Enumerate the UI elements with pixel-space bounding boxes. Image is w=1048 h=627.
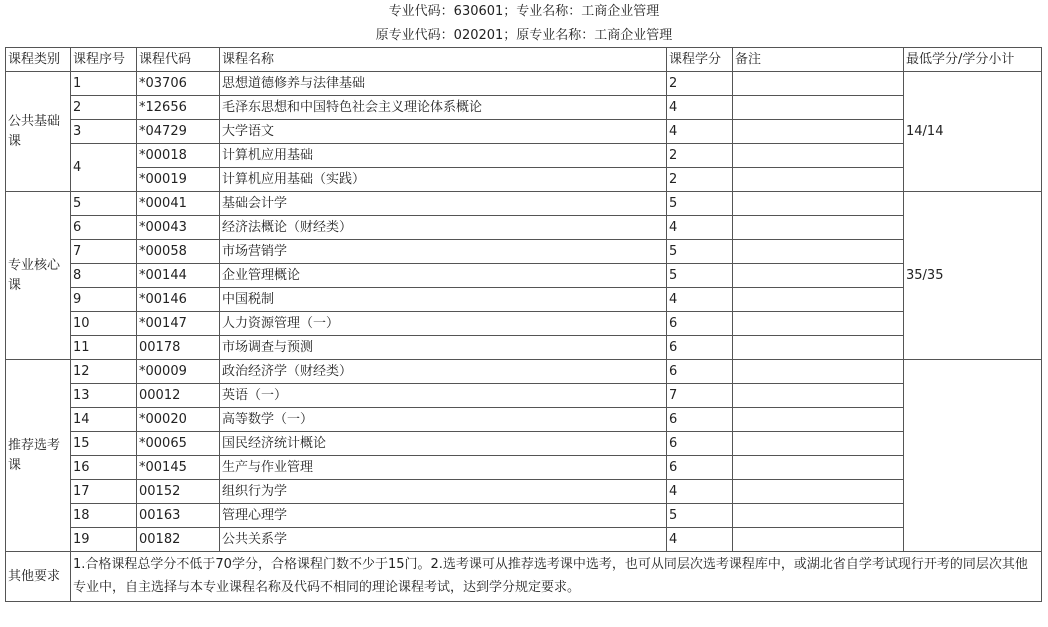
note-cell (733, 288, 904, 312)
category-cell: 公共基础课 (6, 72, 71, 192)
note-cell (733, 528, 904, 552)
credit-cell: 5 (667, 504, 733, 528)
note-cell (733, 120, 904, 144)
other-requirements-label: 其他要求 (6, 552, 71, 602)
credit-cell: 5 (667, 264, 733, 288)
table-row (6, 96, 1042, 120)
table-row (6, 288, 1042, 312)
code-cell: *00144 (137, 264, 220, 288)
note-cell (733, 216, 904, 240)
code-cell: 00182 (137, 528, 220, 552)
name-cell: 人力资源管理（一） (220, 312, 667, 336)
table-row (6, 432, 1042, 456)
seq-cell: 8 (71, 264, 137, 288)
note-cell (733, 264, 904, 288)
name-cell: 市场调查与预测 (220, 336, 667, 360)
name-cell: 市场营销学 (220, 240, 667, 264)
credit-cell: 4 (667, 216, 733, 240)
note-cell (733, 312, 904, 336)
credit-summary-cell: 14/14 (904, 72, 1042, 192)
name-cell: 大学语文 (220, 120, 667, 144)
credit-cell: 6 (667, 312, 733, 336)
table-row (6, 384, 1042, 408)
seq-cell: 7 (71, 240, 137, 264)
table-row (6, 240, 1042, 264)
code-cell: *00018 (137, 144, 220, 168)
column-header-category: 课程类别 (6, 48, 71, 72)
column-header-note: 备注 (733, 48, 904, 72)
table-row (6, 72, 1042, 96)
name-cell: 国民经济统计概论 (220, 432, 667, 456)
name-cell: 管理心理学 (220, 504, 667, 528)
credit-cell: 2 (667, 144, 733, 168)
note-cell (733, 240, 904, 264)
name-cell: 英语（一） (220, 384, 667, 408)
table-row (6, 264, 1042, 288)
credit-cell: 6 (667, 456, 733, 480)
name-cell: 生产与作业管理 (220, 456, 667, 480)
credit-cell: 2 (667, 168, 733, 192)
code-cell: *00065 (137, 432, 220, 456)
name-cell: 毛泽东思想和中国特色社会主义理论体系概论 (220, 96, 667, 120)
name-cell: 中国税制 (220, 288, 667, 312)
code-cell: *00009 (137, 360, 220, 384)
code-cell: *03706 (137, 72, 220, 96)
column-header-credit-summary: 最低学分/学分小计 (904, 48, 1042, 72)
table-row (6, 168, 1042, 192)
name-cell: 计算机应用基础 (220, 144, 667, 168)
seq-cell: 5 (71, 192, 137, 216)
note-cell (733, 96, 904, 120)
code-cell: 00163 (137, 504, 220, 528)
seq-cell: 13 (71, 384, 137, 408)
seq-cell: 3 (71, 120, 137, 144)
seq-cell: 18 (71, 504, 137, 528)
code-cell: *12656 (137, 96, 220, 120)
credit-cell: 6 (667, 408, 733, 432)
code-cell: *00058 (137, 240, 220, 264)
original-major-info-line: 原专业代码：020201；原专业名称：工商企业管理 (375, 28, 673, 43)
credit-cell: 6 (667, 432, 733, 456)
table-row (6, 312, 1042, 336)
category-cell: 专业核心课 (6, 192, 71, 360)
seq-cell: 14 (71, 408, 137, 432)
table-row (6, 120, 1042, 144)
major-info-line: 专业代码：630601；专业名称：工商企业管理 (388, 4, 660, 19)
seq-cell: 11 (71, 336, 137, 360)
credit-summary-cell: 35/35 (904, 192, 1042, 360)
seq-cell: 10 (71, 312, 137, 336)
note-cell (733, 432, 904, 456)
credit-summary-cell (904, 360, 1042, 552)
name-cell: 高等数学（一） (220, 408, 667, 432)
category-cell: 推荐选考课 (6, 360, 71, 552)
table-row (6, 192, 1042, 216)
name-cell: 经济法概论（财经类） (220, 216, 667, 240)
seq-cell: 4 (71, 144, 137, 192)
code-cell: *00043 (137, 216, 220, 240)
table-row (6, 528, 1042, 552)
credit-cell: 5 (667, 192, 733, 216)
code-cell: 00178 (137, 336, 220, 360)
other-requirements-text: 1.合格课程总学分不低于70学分，合格课程门数不少于15门。2.选考课可从推荐选考课中选考，也可从同层次选考课程库中，或湖北省自学考试现行开考的同层次其他专业中，自主选择与本专业课程名称及代码不相同的理论课程考试，达到学分规定要求。 (71, 552, 1042, 602)
credit-cell: 4 (667, 120, 733, 144)
column-header-credit: 课程学分 (667, 48, 733, 72)
seq-cell: 1 (71, 72, 137, 96)
name-cell: 企业管理概论 (220, 264, 667, 288)
code-cell: 00152 (137, 480, 220, 504)
note-cell (733, 336, 904, 360)
note-cell (733, 480, 904, 504)
seq-cell: 15 (71, 432, 137, 456)
seq-cell: 17 (71, 480, 137, 504)
code-cell: *04729 (137, 120, 220, 144)
table-row (6, 480, 1042, 504)
code-cell: *00020 (137, 408, 220, 432)
note-cell (733, 72, 904, 96)
credit-cell: 5 (667, 240, 733, 264)
column-header-name: 课程名称 (220, 48, 667, 72)
credit-cell: 4 (667, 480, 733, 504)
note-cell (733, 504, 904, 528)
note-cell (733, 384, 904, 408)
credit-cell: 4 (667, 288, 733, 312)
code-cell: *00146 (137, 288, 220, 312)
note-cell (733, 408, 904, 432)
table-row (6, 456, 1042, 480)
table-row (6, 504, 1042, 528)
note-cell (733, 360, 904, 384)
note-cell (733, 168, 904, 192)
table-header-row (6, 48, 1042, 72)
name-cell: 思想道德修养与法律基础 (220, 72, 667, 96)
code-cell: *00041 (137, 192, 220, 216)
credit-cell: 6 (667, 336, 733, 360)
seq-cell: 6 (71, 216, 137, 240)
seq-cell: 2 (71, 96, 137, 120)
credit-cell: 4 (667, 96, 733, 120)
code-cell: *00147 (137, 312, 220, 336)
name-cell: 政治经济学（财经类） (220, 360, 667, 384)
code-cell: *00145 (137, 456, 220, 480)
credit-cell: 6 (667, 360, 733, 384)
note-cell (733, 192, 904, 216)
credit-cell: 7 (667, 384, 733, 408)
note-cell (733, 144, 904, 168)
credit-cell: 2 (667, 72, 733, 96)
table-row (6, 408, 1042, 432)
table-row (6, 216, 1042, 240)
name-cell: 计算机应用基础（实践） (220, 168, 667, 192)
curriculum-table (5, 47, 1042, 602)
column-header-seq: 课程序号 (71, 48, 137, 72)
credit-cell: 4 (667, 528, 733, 552)
seq-cell: 16 (71, 456, 137, 480)
table-row (6, 336, 1042, 360)
seq-cell: 12 (71, 360, 137, 384)
column-header-code: 课程代码 (137, 48, 220, 72)
table-row (6, 360, 1042, 384)
note-cell (733, 456, 904, 480)
table-row (6, 144, 1042, 168)
seq-cell: 9 (71, 288, 137, 312)
name-cell: 基础会计学 (220, 192, 667, 216)
name-cell: 组织行为学 (220, 480, 667, 504)
other-requirements-row (6, 552, 1042, 602)
seq-cell: 19 (71, 528, 137, 552)
name-cell: 公共关系学 (220, 528, 667, 552)
code-cell: *00019 (137, 168, 220, 192)
header (0, 0, 1048, 48)
code-cell: 00012 (137, 384, 220, 408)
